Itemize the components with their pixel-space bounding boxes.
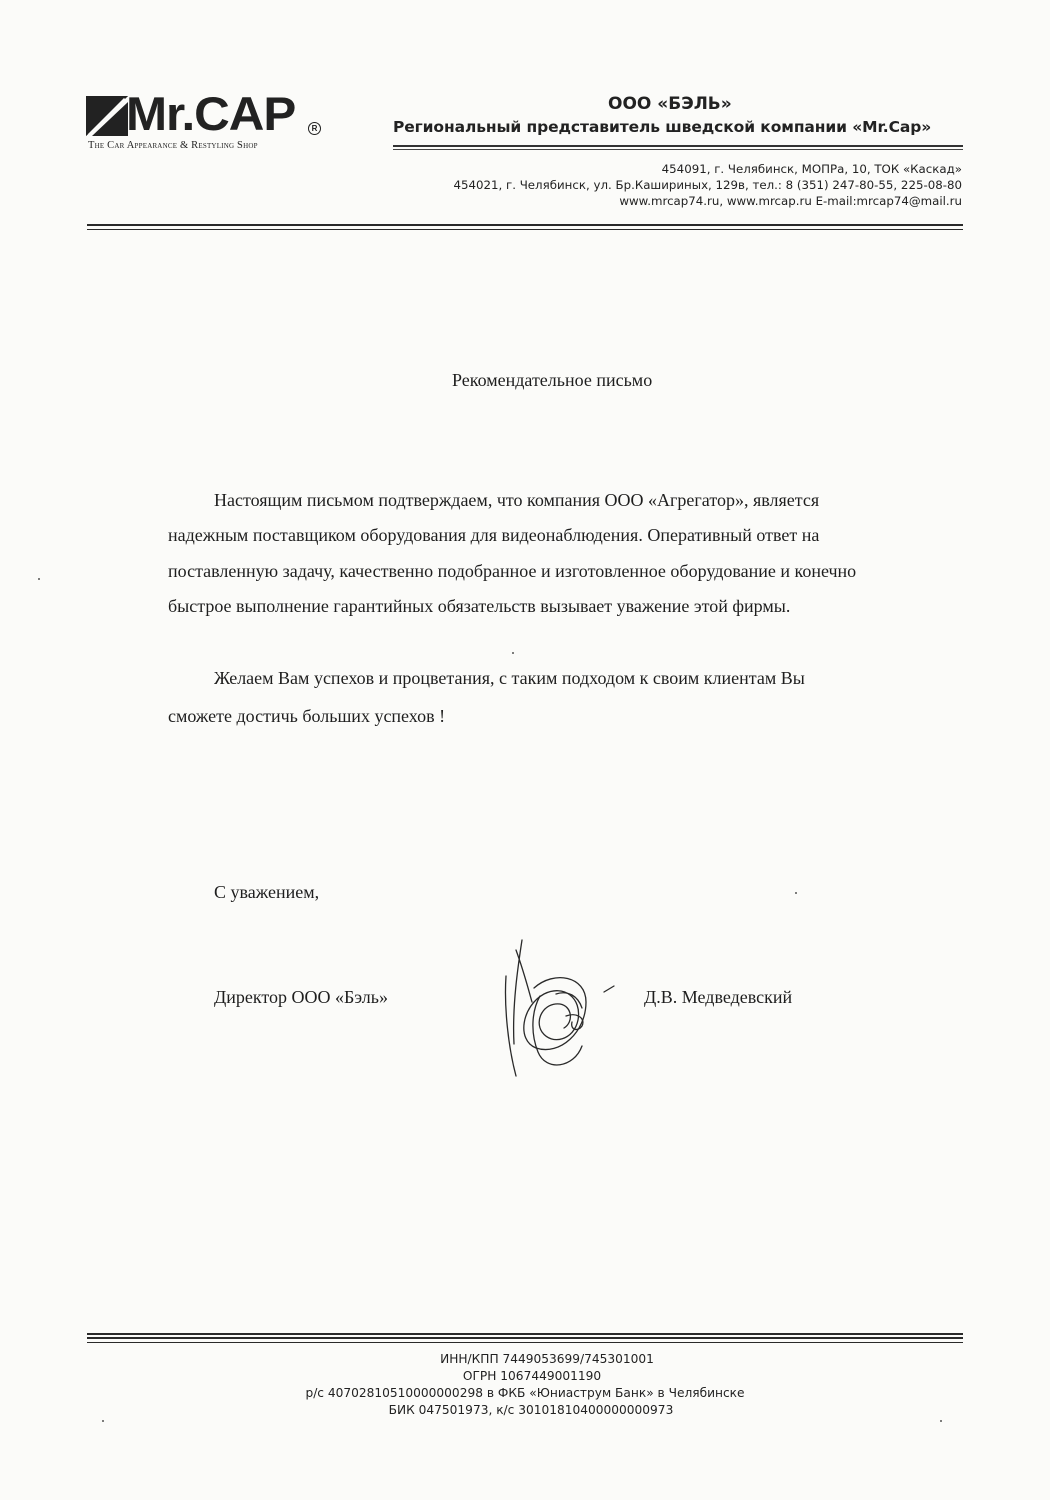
- header-rule: [393, 149, 963, 150]
- footer-divider: [87, 1337, 963, 1339]
- company-subtitle: Региональный представитель шведской компании «Mr.Cap»: [393, 118, 932, 136]
- logo-wordmark: Mr.CAP: [126, 87, 296, 140]
- header-rule: [393, 145, 963, 147]
- scan-speck: [795, 892, 797, 894]
- scan-speck: [512, 652, 514, 654]
- registered-mark: R: [308, 122, 321, 135]
- body-line: Желаем Вам успехов и процветания, с таким подходом к своим клиентам Вы: [214, 668, 805, 688]
- handwritten-signature: [494, 936, 624, 1086]
- body-line: быстрое выполнение гарантийных обязательств вызывает уважение этой фирмы.: [168, 596, 791, 616]
- footer-divider: [87, 1333, 963, 1335]
- body-line: поставленную задачу, качественно подобранное и изготовленное оборудование и конечно: [168, 561, 857, 581]
- company-name: ООО «БЭЛЬ»: [608, 94, 732, 114]
- signatory-position: Директор ООО «Бэль»: [214, 987, 388, 1007]
- footer-inn: ИНН/КПП 7449053699/745301001: [440, 1352, 654, 1366]
- scan-speck: [940, 1420, 942, 1422]
- footer-ogrn: ОГРН 1067449001190: [462, 1369, 602, 1383]
- letterhead-divider: [87, 224, 963, 226]
- logo-mark-icon: [86, 96, 128, 136]
- scan-speck: [102, 1420, 104, 1422]
- footer-divider: [87, 1342, 963, 1343]
- contacts-line: www.mrcap74.ru, www.mrcap.ru E-mail:mrcap74@mail.ru: [619, 194, 962, 208]
- logo-tagline: The Car Appearance & Restyling Shop: [88, 140, 258, 151]
- company-logo: [86, 87, 326, 154]
- footer-account: р/с 40702810510000000298 в ФКБ «Юниаструм Банк» в Челябинске: [305, 1386, 745, 1400]
- scan-speck: [38, 578, 40, 580]
- body-line: Настоящим письмом подтверждаем, что компания ООО «Агрегатор», является: [214, 490, 820, 510]
- closing-phrase: С уважением,: [214, 882, 320, 902]
- body-line: сможете достичь больших успехов !: [168, 706, 446, 726]
- letterhead-divider: [87, 229, 963, 230]
- address-line: 454021, г. Челябинск, ул. Бр.Кашириных, 129в, тел.: 8 (351) 247-80-55, 225-08-80: [453, 178, 962, 192]
- signatory-name: Д.В. Медведевский: [644, 987, 793, 1007]
- body-line: надежным поставщиком оборудования для видеонаблюдения. Оперативный ответ на: [168, 525, 820, 545]
- letter-title: Рекомендательное письмо: [452, 370, 653, 390]
- address-line: 454091, г. Челябинск, МОПРа, 10, ТОК «Каскад»: [661, 162, 962, 176]
- footer-bik: БИК 047501973, к/с 30101810400000000973: [388, 1403, 674, 1417]
